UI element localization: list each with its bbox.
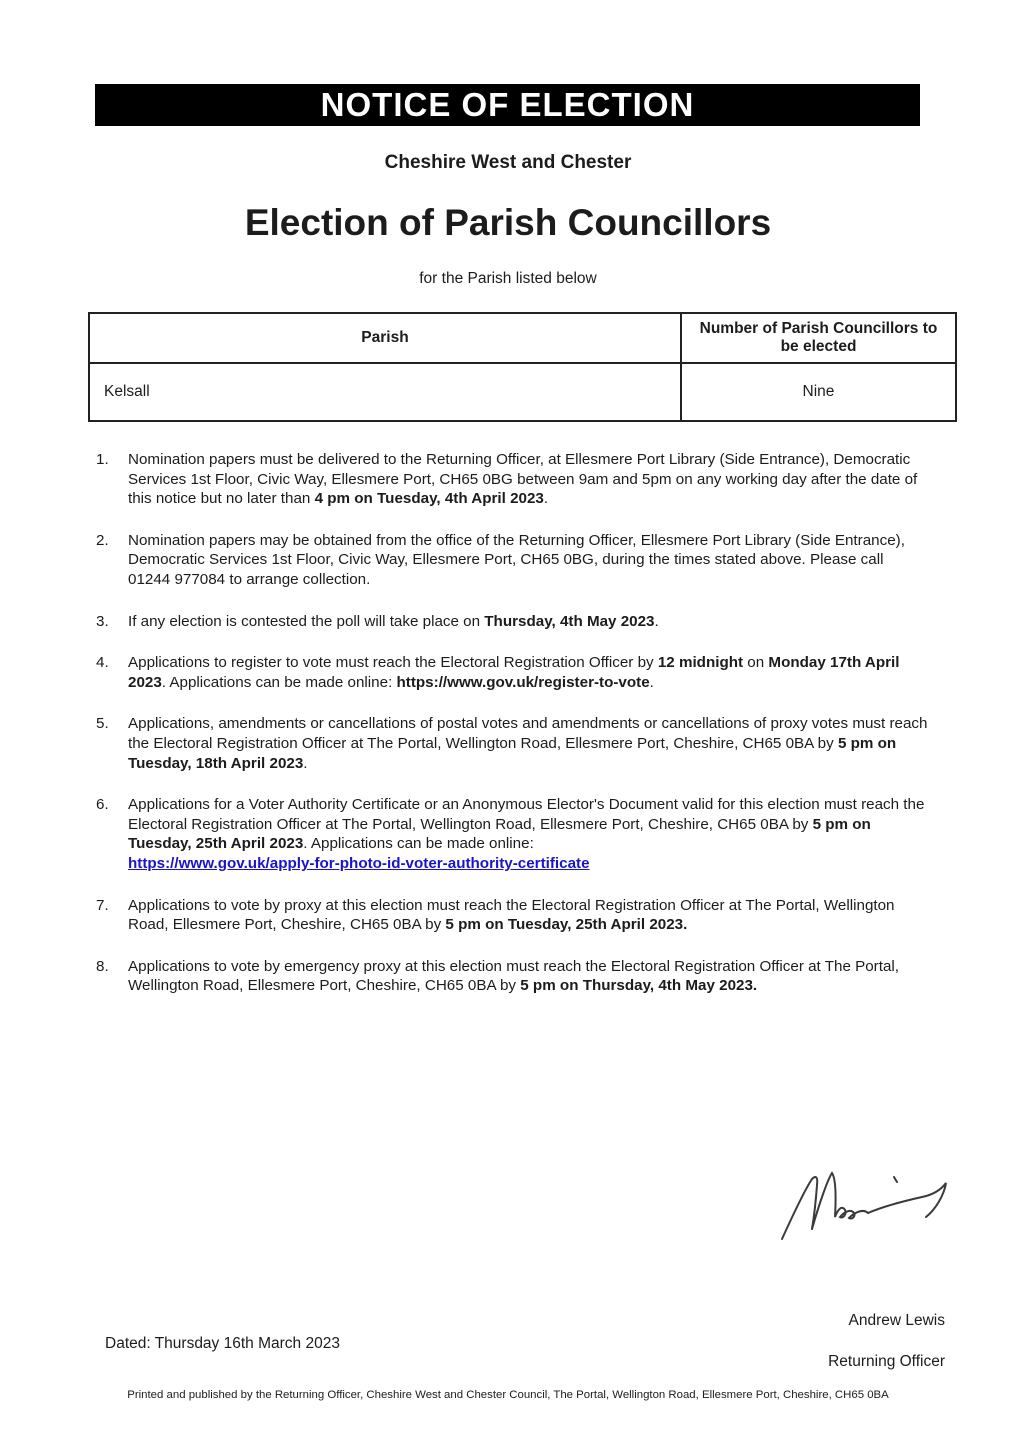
notice-item-2	[96, 531, 928, 590]
notice-number: 5.	[96, 715, 109, 733]
text-segment: 5 pm on Tuesday, 25th April 2023.	[445, 916, 688, 934]
text-segment: .	[303, 754, 308, 772]
notice-item-1	[96, 450, 928, 509]
text-segment: . Applications can be made online:	[303, 835, 534, 853]
text-segment: . Applications can be made online:	[161, 673, 397, 691]
notice-item-8	[96, 957, 928, 996]
notice-item-4	[96, 653, 928, 692]
text-segment: .	[543, 490, 549, 508]
notice-number: 7.	[96, 896, 109, 914]
text-segment: Applications, amendments or cancellations of postal votes and amendments or cancellations of proxy votes must reach the Electoral Registration Officer at The Portal, Wellington Road, Ellesmere Port, Cheshire, CH65 0BA by	[128, 715, 928, 752]
notice-number: 4.	[96, 654, 109, 672]
notice-list	[96, 450, 928, 996]
notice-banner	[95, 84, 920, 126]
text-segment: 5 pm on Tuesday, 18th April 2023	[128, 734, 897, 772]
page-title: Election of Parish Councillors	[244, 202, 772, 243]
notice-text	[128, 896, 928, 935]
col-header-councillors: Number of Parish Councillors to be elected	[681, 313, 956, 363]
text-segment: Applications to register to vote must reach the Electoral Registration Officer by	[128, 654, 658, 672]
text-segment: Nomination papers must be delivered to the Returning Officer, at Ellesmere Port Library (Side Entrance), Democratic Services 1st Floor, Civic Way, Ellesmere Port, CH65 0BG between 9am and 5pm on any working day after the date of this notice but no later than	[128, 451, 918, 508]
table-header-row	[89, 313, 956, 363]
notice-text	[128, 795, 928, 873]
dated-line: Dated: Thursday 16th March 2023	[105, 1335, 340, 1352]
col-header-parish: Parish	[89, 313, 681, 363]
notice-text	[128, 612, 928, 632]
authority-name: Cheshire West and Chester	[384, 152, 632, 173]
text-segment: Applications for a Voter Authority Certificate or an Anonymous Elector's Document valid for this election must reach the Electoral Registration Officer at The Portal, Wellington Road, Ellesmere Port, Cheshire, CH65 0BA by	[128, 796, 925, 833]
text-segment: Thursday, 4th May 2023	[484, 612, 655, 630]
text-segment: .	[649, 673, 654, 691]
parish-cell: Kelsall	[89, 363, 681, 421]
text-segment: If any election is contested the poll will take place on	[128, 612, 485, 630]
text-segment: Applications to vote by emergency proxy at this election must reach the Electoral Registration Officer at The Portal, Wellington Road, Ellesmere Port, Cheshire, CH65 0BA by	[128, 957, 900, 995]
notice-number: 6.	[96, 796, 109, 814]
page-subtitle: for the Parish listed below	[419, 270, 597, 287]
parish-table	[88, 312, 957, 422]
notice-item-5	[96, 714, 928, 773]
gov-uk-link[interactable]: https://www.gov.uk/apply-for-photo-id-voter-authority-certificate	[128, 854, 590, 872]
table-row	[89, 363, 956, 421]
text-segment: 12 midnight	[657, 654, 744, 672]
print-imprint: Printed and published by the Returning Officer, Cheshire West and Chester Council, The Portal, Wellington Road, Ellesmere Port, Cheshire, CH65 0BA	[127, 1389, 889, 1401]
notice-banner-text: NOTICE OF ELECTION	[320, 86, 695, 123]
text-segment: 5 pm on Tuesday, 25th April 2023	[128, 815, 871, 853]
notice-number: 1.	[96, 451, 109, 468]
text-segment: 4 pm on Tuesday, 4th April 2023	[314, 490, 544, 508]
notice-text	[128, 957, 928, 996]
text-segment: Monday 17th April 2023	[128, 654, 900, 691]
notice-number: 3.	[96, 612, 109, 630]
notice-text	[128, 531, 928, 590]
notice-item-7	[96, 896, 928, 935]
notice-text	[128, 450, 928, 509]
text-segment: .	[654, 612, 659, 630]
signatory-name: Andrew Lewis	[848, 1312, 945, 1329]
notice-text	[128, 653, 928, 692]
text-segment: Nomination papers may be obtained from the office of the Returning Officer, Ellesmere Port Library (Side Entrance), Democratic Services 1st Floor, Civic Way, Ellesmere Port, CH65 0BG, during the times stated above. Please call 01244 977084 to arrange collection.	[128, 531, 905, 588]
notice-item-6	[96, 795, 928, 873]
notice-number: 2.	[96, 531, 109, 549]
text-segment: https://www.gov.uk/register-to-vote	[396, 673, 650, 691]
signatory-role: Returning Officer	[828, 1353, 945, 1370]
text-segment: 5 pm on Thursday, 4th May 2023.	[520, 977, 758, 995]
councillor-count-cell: Nine	[681, 363, 956, 421]
signature-image	[776, 1165, 961, 1250]
notice-text	[128, 714, 928, 773]
text-segment: Applications to vote by proxy at this election must reach the Electoral Registration Officer at The Portal, Wellington Road, Ellesmere Port, Cheshire, CH65 0BA by	[128, 896, 895, 934]
text-segment: on	[743, 654, 769, 672]
notice-number: 8.	[96, 957, 109, 975]
notice-item-3	[96, 612, 928, 632]
